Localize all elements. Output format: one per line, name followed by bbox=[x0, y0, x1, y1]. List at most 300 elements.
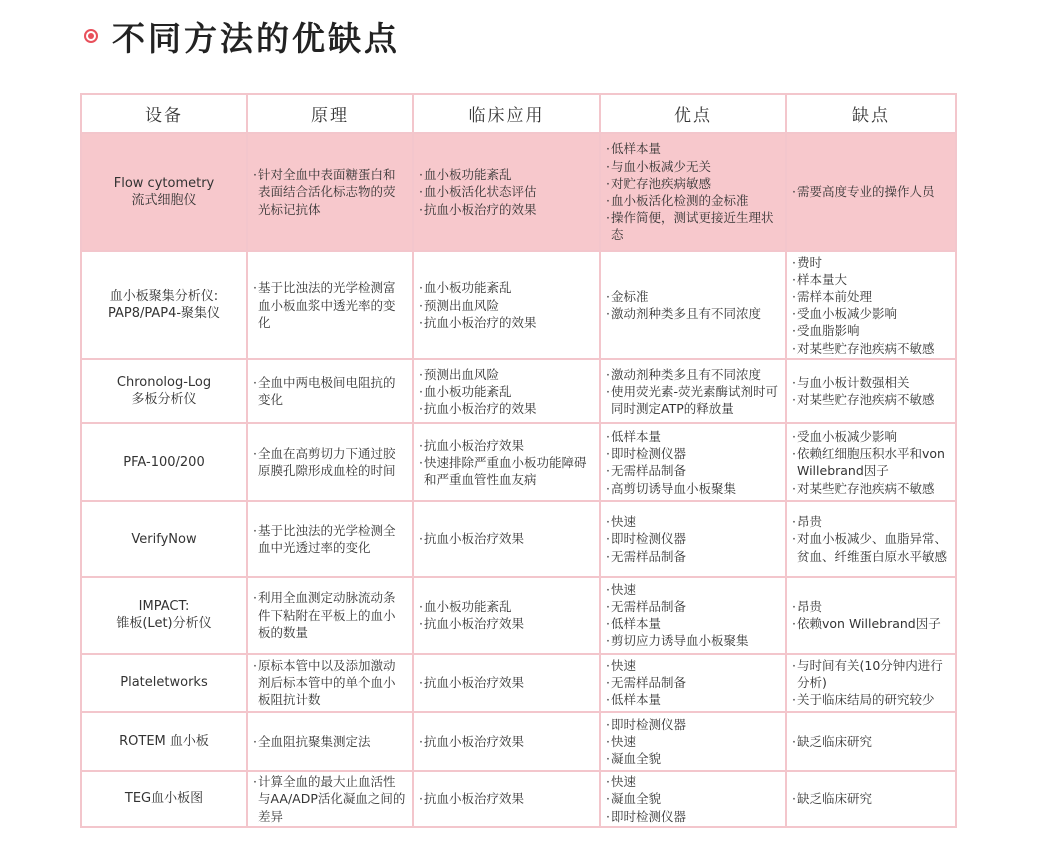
list-item bbox=[792, 530, 950, 564]
device-cell bbox=[81, 712, 247, 771]
list-item-text: 血小板功能紊乱 bbox=[424, 598, 512, 614]
list-item-text: 需要高度专业的操作人员 bbox=[797, 184, 935, 200]
header-row bbox=[81, 94, 956, 133]
list-item-text: 血小板活化检测的金标准 bbox=[611, 193, 749, 209]
bullet-dot-icon: · bbox=[792, 692, 796, 708]
list-item-text: 预测出血风险 bbox=[424, 297, 500, 313]
list-item bbox=[792, 733, 950, 750]
bullet-dot-icon: · bbox=[606, 429, 610, 445]
principle-cell bbox=[247, 359, 413, 423]
list-item-text: 快速 bbox=[611, 774, 637, 790]
table-row bbox=[81, 771, 956, 827]
bullet-dot-icon: · bbox=[419, 616, 423, 632]
bullet-dot-icon: · bbox=[606, 463, 610, 479]
bullet-dot-icon: · bbox=[792, 733, 796, 749]
bullet-dot-icon: · bbox=[792, 375, 796, 391]
list-item-text: 全血在高剪切力下通过胶原膜孔隙形成血栓的时间 bbox=[258, 446, 396, 479]
list-item-text: 费时 bbox=[797, 254, 823, 270]
list-item-text: 抗血小板治疗的效果 bbox=[424, 201, 537, 217]
device-name-line: TEG血小板图 bbox=[124, 791, 204, 807]
application-cell bbox=[413, 771, 600, 827]
comparison-table bbox=[80, 93, 957, 828]
list-item-text: 无需样品制备 bbox=[611, 548, 687, 564]
bullet-dot-icon: · bbox=[419, 400, 423, 416]
disadvantages-cell bbox=[786, 654, 956, 712]
list-item-text: 血小板活化状态评估 bbox=[424, 184, 537, 200]
principle-cell bbox=[247, 133, 413, 251]
list-item bbox=[606, 140, 780, 157]
list-item bbox=[606, 790, 780, 807]
list-item bbox=[253, 589, 407, 641]
principle-cell bbox=[247, 712, 413, 771]
list-item-text: 依赖红细胞压积水平和von Willebrand因子 bbox=[797, 446, 945, 479]
application-cell bbox=[413, 133, 600, 251]
advantages-cell bbox=[600, 771, 786, 827]
bullet-dot-icon: · bbox=[419, 791, 423, 807]
list-item-text: 即时检测仪器 bbox=[611, 531, 687, 547]
bullet-dot-icon: · bbox=[419, 167, 423, 183]
advantages-cell bbox=[600, 501, 786, 576]
bullet-dot-icon: · bbox=[606, 383, 610, 399]
list-item-text: 抗血小板治疗效果 bbox=[424, 616, 525, 632]
list-item bbox=[606, 716, 780, 733]
list-item-text: 昂贵 bbox=[797, 598, 823, 614]
device-name-line: Plateletworks bbox=[120, 675, 208, 691]
list-item bbox=[792, 305, 950, 322]
bullet-dot-icon: · bbox=[606, 750, 610, 766]
bullet-dot-icon: · bbox=[419, 280, 423, 296]
list-item bbox=[606, 598, 780, 615]
list-item bbox=[606, 383, 780, 417]
list-item-text: 快速 bbox=[611, 733, 637, 749]
list-item-text: 对某些贮存池疾病不敏感 bbox=[797, 392, 935, 408]
list-item bbox=[419, 201, 594, 218]
list-item-text: 利用全血测定动脉流动条件下粘附在平板上的血小板的数量 bbox=[258, 590, 396, 640]
list-item-text: 原标本管中以及添加激动剂后标本管中的单个血小板阻抗计数 bbox=[258, 657, 396, 708]
list-item bbox=[606, 773, 780, 790]
list-item bbox=[419, 615, 594, 632]
table-row bbox=[81, 501, 956, 576]
application-cell bbox=[413, 712, 600, 771]
list-item-text: 快速 bbox=[611, 581, 637, 597]
list-item-text: 抗血小板治疗效果 bbox=[424, 531, 525, 547]
list-item bbox=[606, 366, 780, 383]
disadvantages-cell bbox=[786, 712, 956, 771]
bullet-dot-icon: · bbox=[606, 193, 610, 209]
list-item bbox=[606, 530, 780, 547]
list-item bbox=[792, 271, 950, 288]
list-item bbox=[792, 340, 950, 357]
list-item bbox=[606, 733, 780, 750]
list-item bbox=[253, 773, 407, 825]
list-item-text: 基于比浊法的光学检测富血小板血浆中透光率的变化 bbox=[258, 280, 396, 330]
bullet-dot-icon: · bbox=[792, 429, 796, 445]
list-item-text: 关于临床结局的研究较少 bbox=[797, 692, 935, 708]
bullet-dot-icon: · bbox=[792, 340, 796, 356]
list-item-text: 凝血全貌 bbox=[611, 791, 662, 807]
list-item bbox=[606, 674, 780, 691]
list-item bbox=[792, 288, 950, 305]
principle-cell bbox=[247, 251, 413, 359]
list-item-text: 与血小板计数强相关 bbox=[797, 375, 910, 391]
device-cell bbox=[81, 251, 247, 359]
bullet-dot-icon: · bbox=[792, 323, 796, 339]
list-item-text: 需样本前处理 bbox=[797, 289, 873, 305]
list-item bbox=[419, 366, 594, 383]
list-item-text: 受血小板减少影响 bbox=[797, 306, 898, 322]
list-item-text: 依赖von Willebrand因子 bbox=[797, 616, 941, 632]
list-item bbox=[606, 209, 780, 243]
bullet-dot-icon: · bbox=[419, 201, 423, 217]
list-item-text: 全血阻抗聚集测定法 bbox=[258, 733, 371, 749]
table-row bbox=[81, 654, 956, 712]
device-name-line: VerifyNow bbox=[131, 531, 197, 547]
bullet-dot-icon: · bbox=[606, 716, 610, 732]
list-item-text: 即时检测仪器 bbox=[611, 716, 687, 732]
principle-cell bbox=[247, 654, 413, 712]
bullet-dot-icon: · bbox=[606, 791, 610, 807]
disadvantages-cell bbox=[786, 577, 956, 654]
list-item bbox=[792, 513, 950, 530]
table-row bbox=[81, 133, 956, 251]
device-name-line: IMPACT: bbox=[138, 599, 190, 615]
list-item bbox=[606, 808, 780, 825]
application-cell bbox=[413, 251, 600, 359]
device-name-line: 锥板(Let)分析仪 bbox=[116, 616, 212, 632]
list-item-text: 使用荧光素-荧光素酶试剂时可同时测定ATP的释放量 bbox=[611, 383, 779, 416]
table-row bbox=[81, 712, 956, 771]
bullet-dot-icon: · bbox=[253, 774, 257, 790]
list-item-text: 无需样品制备 bbox=[611, 463, 687, 479]
list-item-text: 针对全血中表面糖蛋白和表面结合活化标志物的荧光标记抗体 bbox=[258, 167, 396, 217]
disadvantages-cell bbox=[786, 501, 956, 576]
list-item bbox=[419, 183, 594, 200]
bullet-dot-icon: · bbox=[606, 581, 610, 597]
bullet-dot-icon: · bbox=[792, 184, 796, 200]
list-item bbox=[792, 374, 950, 391]
list-item bbox=[419, 733, 594, 750]
list-item-text: 抗血小板治疗效果 bbox=[424, 437, 525, 453]
bullet-dot-icon: · bbox=[419, 733, 423, 749]
bullet-dot-icon: · bbox=[253, 657, 257, 673]
list-item-text: 低样本量 bbox=[611, 141, 662, 157]
list-item-text: 与时间有关(10分钟内进行分析) bbox=[797, 657, 943, 691]
list-item-text: 快速 bbox=[611, 657, 637, 673]
bullet-dot-icon: · bbox=[606, 289, 610, 305]
bullet-dot-icon: · bbox=[792, 480, 796, 496]
bullet-dot-icon: · bbox=[606, 675, 610, 691]
table-row bbox=[81, 359, 956, 423]
bullet-dot-icon: · bbox=[606, 514, 610, 530]
principle-cell bbox=[247, 771, 413, 827]
list-item bbox=[606, 192, 780, 209]
bullet-dot-icon: · bbox=[606, 480, 610, 496]
list-item-text: 高剪切诱导血小板聚集 bbox=[611, 480, 737, 496]
list-item-text: 缺乏临床研究 bbox=[797, 791, 873, 807]
bullet-dot-icon: · bbox=[419, 437, 423, 453]
list-item-text: 抗血小板治疗的效果 bbox=[424, 314, 537, 330]
list-item bbox=[606, 305, 780, 322]
table-body bbox=[81, 133, 956, 827]
bullet-dot-icon: · bbox=[419, 598, 423, 614]
list-item-text: 受血脂影响 bbox=[797, 323, 860, 339]
bullet-dot-icon: · bbox=[606, 366, 610, 382]
list-item bbox=[792, 254, 950, 271]
list-item-text: 预测出血风险 bbox=[424, 366, 500, 382]
list-item bbox=[419, 279, 594, 296]
principle-cell bbox=[247, 577, 413, 654]
bullet-dot-icon: · bbox=[419, 675, 423, 691]
bullet-dot-icon: · bbox=[606, 808, 610, 824]
title-row bbox=[84, 12, 400, 60]
list-item bbox=[792, 615, 950, 632]
application-cell bbox=[413, 577, 600, 654]
list-item-text: 金标准 bbox=[611, 289, 649, 305]
list-item bbox=[606, 428, 780, 445]
list-item-text: 抗血小板治疗效果 bbox=[424, 675, 525, 691]
bullet-dot-icon: · bbox=[606, 774, 610, 790]
list-item bbox=[606, 175, 780, 192]
application-cell bbox=[413, 501, 600, 576]
list-item-text: 快速 bbox=[611, 514, 637, 530]
bullet-dot-icon: · bbox=[606, 598, 610, 614]
list-item bbox=[253, 657, 407, 709]
bullet-dot-icon: · bbox=[419, 454, 423, 470]
principle-cell bbox=[247, 501, 413, 576]
list-item-text: 对某些贮存池疾病不敏感 bbox=[797, 480, 935, 496]
device-name-line: Chronolog-Log bbox=[116, 375, 212, 391]
list-item bbox=[792, 790, 950, 807]
list-item-text: 无需样品制备 bbox=[611, 675, 687, 691]
list-item bbox=[606, 462, 780, 479]
advantages-cell bbox=[600, 251, 786, 359]
list-item bbox=[792, 657, 950, 691]
list-item-text: 操作简便，测试更接近生理状态 bbox=[611, 210, 774, 243]
application-cell bbox=[413, 359, 600, 423]
bullet-dot-icon: · bbox=[792, 514, 796, 530]
bullet-dot-icon: · bbox=[253, 733, 257, 749]
bullet-dot-icon: · bbox=[606, 616, 610, 632]
disadvantages-cell bbox=[786, 771, 956, 827]
device-cell bbox=[81, 654, 247, 712]
list-item-text: 抗血小板治疗效果 bbox=[424, 733, 525, 749]
list-item bbox=[253, 279, 407, 331]
bullet-dot-icon: · bbox=[606, 548, 610, 564]
list-item bbox=[253, 445, 407, 479]
list-item-text: 低样本量 bbox=[611, 692, 662, 708]
bullet-dot-icon: · bbox=[253, 375, 257, 391]
principle-cell bbox=[247, 423, 413, 501]
list-item-text: 剪切应力诱导血小板聚集 bbox=[611, 633, 749, 649]
bullet-dot-icon: · bbox=[792, 271, 796, 287]
list-item-text: 凝血全貌 bbox=[611, 750, 662, 766]
column-header: 缺点 bbox=[786, 94, 956, 133]
list-item bbox=[419, 437, 594, 454]
device-name-line: PAP8/PAP4-聚集仪 bbox=[107, 306, 221, 322]
device-cell bbox=[81, 423, 247, 501]
device-cell bbox=[81, 577, 247, 654]
bullet-dot-icon: · bbox=[606, 446, 610, 462]
list-item bbox=[792, 428, 950, 445]
list-item bbox=[606, 288, 780, 305]
column-header: 原理 bbox=[247, 94, 413, 133]
list-item bbox=[419, 790, 594, 807]
table-row bbox=[81, 251, 956, 359]
bullet-dot-icon: · bbox=[253, 167, 257, 183]
list-item-text: 对贮存池疾病敏感 bbox=[611, 175, 712, 191]
list-item-text: 低样本量 bbox=[611, 429, 662, 445]
list-item bbox=[606, 513, 780, 530]
advantages-cell bbox=[600, 712, 786, 771]
list-item-text: 血小板功能紊乱 bbox=[424, 280, 512, 296]
list-item bbox=[419, 297, 594, 314]
list-item-text: 对某些贮存池疾病不敏感 bbox=[797, 340, 935, 356]
bullet-dot-icon: · bbox=[792, 446, 796, 462]
list-item-text: 对血小板减少、血脂异常、贫血、纤维蛋白原水平敏感 bbox=[797, 531, 948, 564]
bullet-dot-icon: · bbox=[606, 657, 610, 673]
disadvantages-cell bbox=[786, 251, 956, 359]
list-item-text: 抗血小板治疗效果 bbox=[424, 791, 525, 807]
bullet-dot-icon: · bbox=[606, 210, 610, 226]
column-header: 临床应用 bbox=[413, 94, 600, 133]
application-cell bbox=[413, 654, 600, 712]
list-item bbox=[606, 581, 780, 598]
list-item bbox=[792, 691, 950, 708]
bullet-dot-icon: · bbox=[792, 791, 796, 807]
bullet-dot-icon: · bbox=[253, 446, 257, 462]
list-item-text: 抗血小板治疗的效果 bbox=[424, 400, 537, 416]
list-item bbox=[606, 480, 780, 497]
advantages-cell bbox=[600, 423, 786, 501]
list-item-text: 与血小板减少无关 bbox=[611, 158, 712, 174]
column-header: 优点 bbox=[600, 94, 786, 133]
bullet-dot-icon: · bbox=[606, 692, 610, 708]
disadvantages-cell bbox=[786, 359, 956, 423]
table-row bbox=[81, 423, 956, 501]
bullet-dot-icon: · bbox=[606, 306, 610, 322]
bullet-dot-icon: · bbox=[419, 383, 423, 399]
table-row bbox=[81, 577, 956, 654]
list-item bbox=[419, 674, 594, 691]
bullet-dot-icon: · bbox=[792, 657, 796, 673]
list-item-text: 昂贵 bbox=[797, 514, 823, 530]
bullet-dot-icon: · bbox=[606, 531, 610, 547]
list-item bbox=[792, 183, 950, 200]
list-item bbox=[419, 400, 594, 417]
bullet-dot-icon: · bbox=[792, 531, 796, 547]
list-item-text: 激动剂种类多且有不同浓度 bbox=[611, 306, 762, 322]
list-item bbox=[792, 480, 950, 497]
list-item bbox=[253, 733, 407, 750]
bullet-dot-icon: · bbox=[606, 175, 610, 191]
disadvantages-cell bbox=[786, 423, 956, 501]
list-item bbox=[419, 383, 594, 400]
list-item-text: 全血中两电极间电阻抗的变化 bbox=[258, 375, 396, 408]
device-cell bbox=[81, 133, 247, 251]
bullet-dot-icon: · bbox=[606, 733, 610, 749]
list-item bbox=[606, 615, 780, 632]
list-item bbox=[792, 598, 950, 615]
bullet-dot-icon: · bbox=[419, 314, 423, 330]
device-name-line: 血小板聚集分析仪: bbox=[109, 289, 219, 305]
device-name-line: 流式细胞仪 bbox=[131, 193, 197, 209]
list-item-text: 即时检测仪器 bbox=[611, 808, 687, 824]
list-item bbox=[792, 445, 950, 479]
list-item bbox=[419, 166, 594, 183]
list-item bbox=[792, 391, 950, 408]
bullet-dot-icon: · bbox=[419, 366, 423, 382]
bullet-dot-icon: · bbox=[253, 280, 257, 296]
device-cell bbox=[81, 359, 247, 423]
advantages-cell bbox=[600, 359, 786, 423]
bullet-dot-icon: · bbox=[792, 254, 796, 270]
bullet-dot-icon: · bbox=[606, 141, 610, 157]
list-item bbox=[606, 158, 780, 175]
bullet-dot-icon: · bbox=[606, 158, 610, 174]
list-item bbox=[792, 322, 950, 339]
bullet-dot-icon: · bbox=[792, 598, 796, 614]
device-name-line: PFA-100/200 bbox=[123, 454, 205, 470]
list-item bbox=[606, 750, 780, 767]
list-item bbox=[606, 657, 780, 674]
list-item bbox=[606, 691, 780, 708]
bullet-dot-icon: · bbox=[253, 590, 257, 606]
list-item bbox=[419, 530, 594, 547]
column-header: 设备 bbox=[81, 94, 247, 133]
advantages-cell bbox=[600, 133, 786, 251]
list-item bbox=[419, 454, 594, 488]
advantages-cell bbox=[600, 654, 786, 712]
bullet-dot-icon: · bbox=[792, 289, 796, 305]
application-cell bbox=[413, 423, 600, 501]
bullet-dot-icon: · bbox=[253, 522, 257, 538]
bullet-dot-icon: · bbox=[419, 297, 423, 313]
list-item-text: 激动剂种类多且有不同浓度 bbox=[611, 366, 762, 382]
page-title: 不同方法的优缺点 bbox=[112, 18, 400, 58]
bullet-dot-icon: · bbox=[419, 184, 423, 200]
list-item-text: 无需样品制备 bbox=[611, 598, 687, 614]
bullet-dot-icon: · bbox=[792, 392, 796, 408]
list-item-text: 血小板功能紊乱 bbox=[424, 383, 512, 399]
bullet-dot-icon: · bbox=[792, 616, 796, 632]
device-name-line: Flow cytometry bbox=[113, 176, 215, 192]
list-item bbox=[253, 374, 407, 408]
list-item-text: 血小板功能紊乱 bbox=[424, 167, 512, 183]
list-item-text: 样本量大 bbox=[797, 271, 848, 287]
list-item-text: 基于比浊法的光学检测全血中光透过率的变化 bbox=[258, 522, 396, 556]
device-cell bbox=[81, 771, 247, 827]
device-name-line: 多板分析仪 bbox=[131, 392, 197, 408]
device-cell bbox=[81, 501, 247, 576]
list-item bbox=[419, 314, 594, 331]
bullet-dot-icon: · bbox=[419, 531, 423, 547]
list-item bbox=[419, 598, 594, 615]
bullet-dot-icon: · bbox=[792, 306, 796, 322]
bullet-dot-icon: · bbox=[606, 633, 610, 649]
list-item-text: 即时检测仪器 bbox=[611, 446, 687, 462]
list-item-text: 受血小板减少影响 bbox=[797, 429, 898, 445]
list-item-text: 缺乏临床研究 bbox=[797, 733, 873, 749]
list-item-text: 快速排除严重血小板功能障碍和严重血管性血友病 bbox=[424, 454, 587, 488]
device-name-line: ROTEM 血小板 bbox=[119, 733, 209, 749]
list-item bbox=[606, 632, 780, 649]
list-item bbox=[253, 166, 407, 218]
bullet-circle-icon bbox=[84, 29, 98, 43]
list-item bbox=[606, 445, 780, 462]
list-item bbox=[606, 548, 780, 565]
list-item-text: 计算全血的最大止血活性与AA/ADP活化凝血之间的差异 bbox=[258, 774, 406, 824]
advantages-cell bbox=[600, 577, 786, 654]
